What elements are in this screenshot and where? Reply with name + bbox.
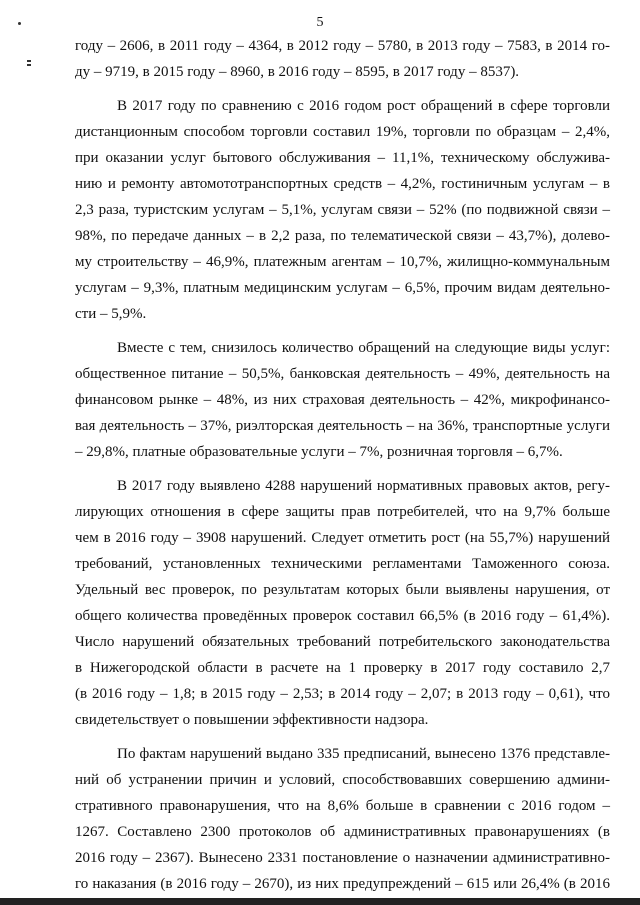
margin-mark <box>27 60 31 62</box>
margin-mark <box>18 22 21 25</box>
text-line: требований, установленных техническими регламентами Таможенного союза. <box>75 556 610 572</box>
text-line: В 2017 году выявлено 4288 нарушений нормативных правовых актов, регу- <box>117 478 610 494</box>
text-line: (в 2016 году – 1,8; в 2015 году – 2,53; в 2014 году – 2,07; в 2013 году – 0,61), что <box>75 686 610 702</box>
document-body <box>75 33 610 897</box>
text-line: свидетельствует о повышении эффективности надзора. <box>75 712 429 728</box>
text-line: вая деятельность – 37%, риэлторская деятельность – на 36%, транспортные услуги <box>75 418 610 434</box>
text-line: в Нижегородской области в расчете на 1 проверку в 2017 году составило 2,7 <box>75 660 610 676</box>
text-line: услугам – 9,3%, платным медицинским услугам – 6,5%, прочим видам деятельно- <box>75 280 610 296</box>
text-line: му строительству – 46,9%, платежным агентам – 10,7%, жилищно-коммунальным <box>75 254 610 270</box>
paragraph <box>75 741 610 897</box>
text-line: лирующих отношения в сфере защиты прав потребителей, что на 9,7% больше <box>75 504 610 520</box>
text-line: году – 2606, в 2011 году – 4364, в 2012 году – 5780, в 2013 году – 7583, в 2014 го- <box>75 38 610 54</box>
text-line: общего количества проведённых проверок составил 66,5% (в 2016 году – 61,4%). <box>75 608 610 624</box>
text-line: По фактам нарушений выдано 335 предписаний, вынесено 1376 представле- <box>117 746 610 762</box>
text-line: ду – 9719, в 2015 году – 8960, в 2016 году – 8595, в 2017 году – 8537). <box>75 64 520 80</box>
paragraph <box>75 473 610 733</box>
text-line: дистанционным способом торговли составил 19%, торговли по образцам – 2,4%, <box>75 124 610 140</box>
text-line: В 2017 году по сравнению с 2016 годом рост обращений в сфере торговли <box>117 98 610 114</box>
text-line: сти – 5,9%. <box>75 306 147 322</box>
page-number: 5 <box>316 15 324 30</box>
text-line: финансовом рынке – 48%, из них страховая деятельность – 42%, микрофинансо- <box>75 392 610 408</box>
text-line: Число нарушений обязательных требований потребительского законодательства <box>75 634 610 650</box>
text-line: 2016 году – 2367). Вынесено 2331 постановление о назначении административно- <box>75 850 610 866</box>
text-line: го наказания (в 2016 году – 2670), из них предупреждений – 615 или 26,4% (в 2016 <box>75 876 610 892</box>
paragraph <box>75 33 610 85</box>
text-line: 98%, по передаче данных – в 2,2 раза, по телематической связи – 43,7%), долево- <box>75 228 610 244</box>
text-line: 1267. Составлено 2300 протоколов об административных правонарушениях (в <box>75 824 610 840</box>
margin-mark <box>27 64 31 66</box>
text-line: 2,3 раза, туристским услугам – 5,1%, услугам связи – 52% (по подвижной связи – <box>75 202 610 218</box>
text-line: Удельный вес проверок, по результатам которых были выявлены нарушения, от <box>75 582 610 598</box>
text-line: общественное питание – 50,5%, банковская деятельность – 49%, деятельность на <box>75 366 610 382</box>
text-line: – 29,8%, платные образовательные услуги – 7%, розничная торговля – 6,7%. <box>75 444 563 460</box>
text-line: ний об устранении причин и условий, способствовавших совершению админи- <box>75 772 610 788</box>
text-line: нию и ремонту автомототранспортных средств – 4,2%, гостиничным услугам – в <box>75 176 610 192</box>
text-line: стративного правонарушения, что на 8,6% больше в сравнении с 2016 годом – <box>75 798 610 814</box>
text-line: чем в 2016 году – 3908 нарушений. Следует отметить рост (на 55,7%) нарушений <box>75 530 610 546</box>
paragraph <box>75 335 610 465</box>
scan-edge <box>0 898 640 905</box>
text-line: Вместе с тем, снизилось количество обращений на следующие виды услуг: <box>117 340 610 356</box>
paragraph <box>75 93 610 327</box>
text-line: при оказании услуг бытового обслуживания – 11,1%, техническому обслужива- <box>75 150 610 166</box>
